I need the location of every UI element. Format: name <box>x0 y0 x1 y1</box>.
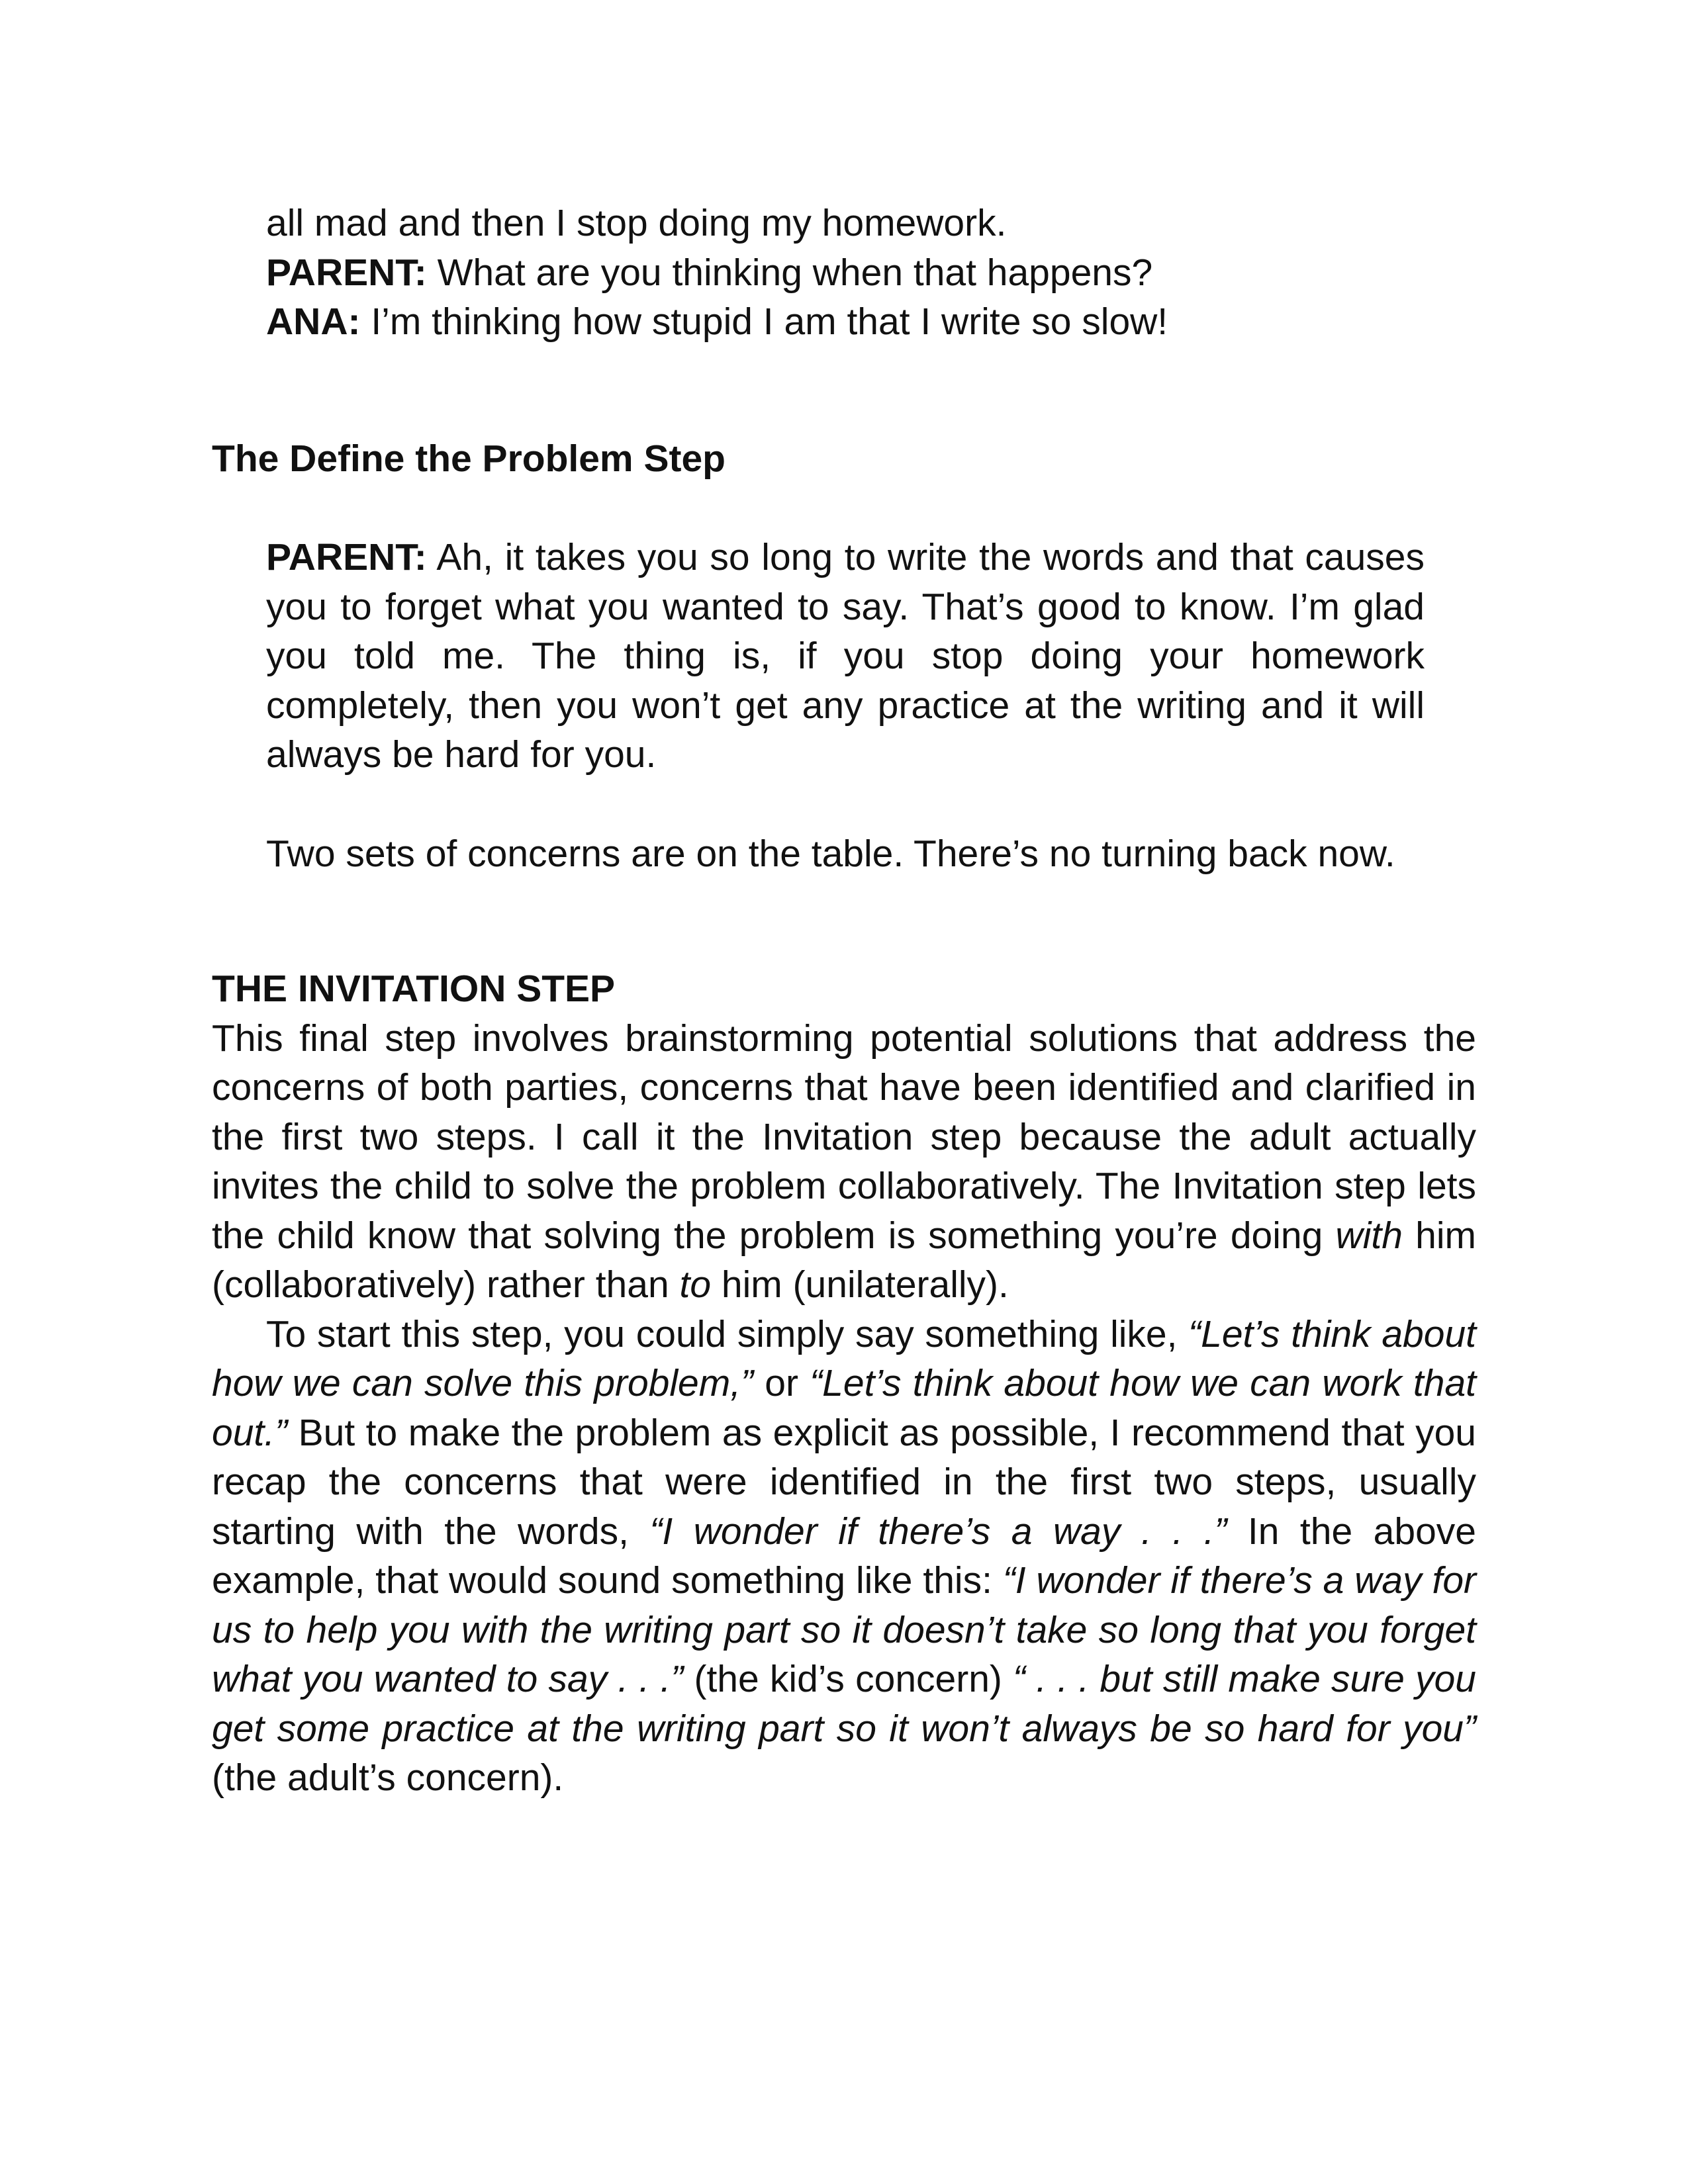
text-run: him (unilaterally). <box>711 1263 1009 1306</box>
speaker-label: PARENT: <box>266 251 427 294</box>
dialogue-text: What are you thinking when that happens? <box>426 251 1153 294</box>
emphasis-text: with <box>1335 1214 1403 1257</box>
dialogue-line <box>266 199 1476 248</box>
italic-quote: “Let’s think about how we can solve this problem,” <box>212 1312 1476 1404</box>
body-paragraph <box>212 1310 1476 1803</box>
text-run: But to make the problem as explicit as possible, I recommend that you recap the concerns that were identified in the first two steps, usually starting with the words, <box>212 1411 1476 1553</box>
text-run: (the kid’s concern) <box>683 1658 1013 1700</box>
italic-quote: “I wonder if there’s a way . . .” <box>649 1510 1227 1553</box>
italic-quote: “I wonder if there’s a way for us to help you with the writing part so it doesn’t take so long that you forget what you wanted to say . . .” <box>212 1559 1477 1700</box>
section-heading-define: The Define the Problem Step <box>212 437 726 480</box>
body-paragraph: Two sets of concerns are on the table. There’s no turning back now. <box>266 832 1395 875</box>
page-content <box>212 199 1476 1803</box>
text-run: (the adult’s concern). <box>212 1756 564 1799</box>
dialogue-line <box>266 297 1476 347</box>
italic-quote: “Let’s think about how we can work that out.” <box>212 1362 1477 1454</box>
dialogue-text: I’m thinking how stupid I am that I write so slow! <box>360 300 1168 343</box>
dialogue-text: all mad and then I stop doing my homework. <box>266 202 1007 244</box>
italic-quote: “ . . . but still make sure you get some practice at the writing part so it won’t always be so hard for you” <box>212 1658 1476 1750</box>
emphasis-text: to <box>679 1263 712 1306</box>
opening-dialogue <box>266 199 1476 347</box>
speaker-label: ANA: <box>266 300 361 343</box>
speaker-label: PARENT: <box>266 536 427 578</box>
section-heading-invitation: THE INVITATION STEP <box>212 968 616 1010</box>
text-run: To start this step, you could simply say something like, <box>266 1312 1189 1355</box>
body-paragraph <box>212 1014 1476 1310</box>
text-run: This final step involves brainstorming potential solutions that address the concerns of both parties, concerns that have been identified and clarified in the first two steps. I call it the Invitation step because the adult actually invites the child to solve the problem collaboratively. The Invitation step lets the child know that solving the problem is something you’re doing <box>212 1017 1476 1257</box>
text-run: or <box>753 1362 810 1404</box>
parent-quote-block <box>266 533 1425 780</box>
quote-text: Ah, it takes you so long to write the words and that causes you to forget what you wanted to say. That’s good to know. I’m glad you told me. The thing is, if you stop doing your homework completely, then you won’t get any practice at the writing and it will always be hard for you. <box>266 536 1425 776</box>
dialogue-line <box>266 248 1476 298</box>
text-run: him (collaboratively) rather than <box>212 1214 1476 1306</box>
text-run: In the above example, that would sound something like this: <box>212 1510 1476 1602</box>
